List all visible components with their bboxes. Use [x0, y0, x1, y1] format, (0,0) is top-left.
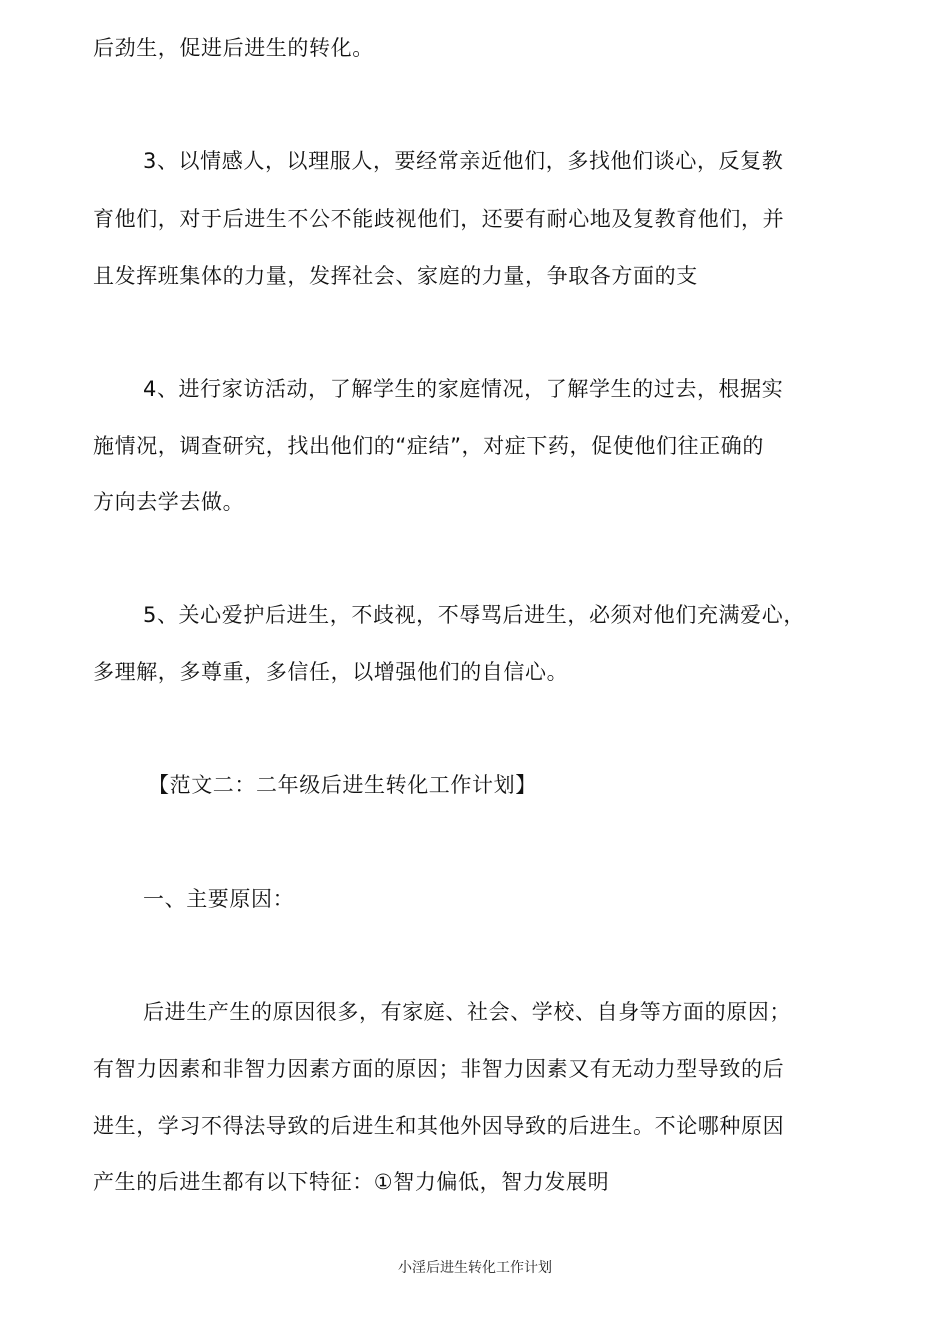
text-line: 且发挥班集体的力量，发挥社会、家庭的力量，争取各方面的支 — [93, 264, 698, 288]
text-line: 3、以情感人，以理服人，要经常亲近他们，多找他们谈心，反复教 — [143, 149, 784, 173]
text-line: 5、关心爱护后进生，不歧视，不辱骂后进生，必须对他们充满爱心， — [143, 603, 805, 627]
text-line: 施情况，调查研究，找出他们的“症结”，对症下药，促使他们往正确的 — [93, 434, 764, 458]
text-line: 4、进行家访活动，了解学生的家庭情况，了解学生的过去，根据实 — [143, 377, 784, 401]
text-line: 进生，学习不得法导致的后进生和其他外因导致的后进生。不论哪种原因 — [93, 1114, 785, 1138]
text-line: 育他们，对于后进生不公不能歧视他们，还要有耐心地及复教育他们，并 — [93, 207, 785, 231]
text-line: 产生的后进生都有以下特征：①智力偏低，智力发展明 — [93, 1170, 610, 1194]
section-heading: 【范文二：二年级后进生转化工作计划】 — [148, 773, 537, 797]
text-line: 后进生产生的原因很多，有家庭、社会、学校、自身等方面的原因； — [143, 1000, 791, 1024]
page-footer: 小淫后进生转化工作计划 — [398, 1260, 552, 1276]
text-line: 后劲生，促进后进生的转化。 — [93, 36, 374, 60]
text-line: 多理解，多尊重，多信任，以增强他们的自信心。 — [93, 660, 569, 684]
subsection-heading: 一、主要原因： — [143, 887, 295, 911]
text-line: 方向去学去做。 — [93, 490, 245, 514]
text-line: 有智力因素和非智力因素方面的原因；非智力因素又有无动力型导致的后 — [93, 1057, 785, 1081]
